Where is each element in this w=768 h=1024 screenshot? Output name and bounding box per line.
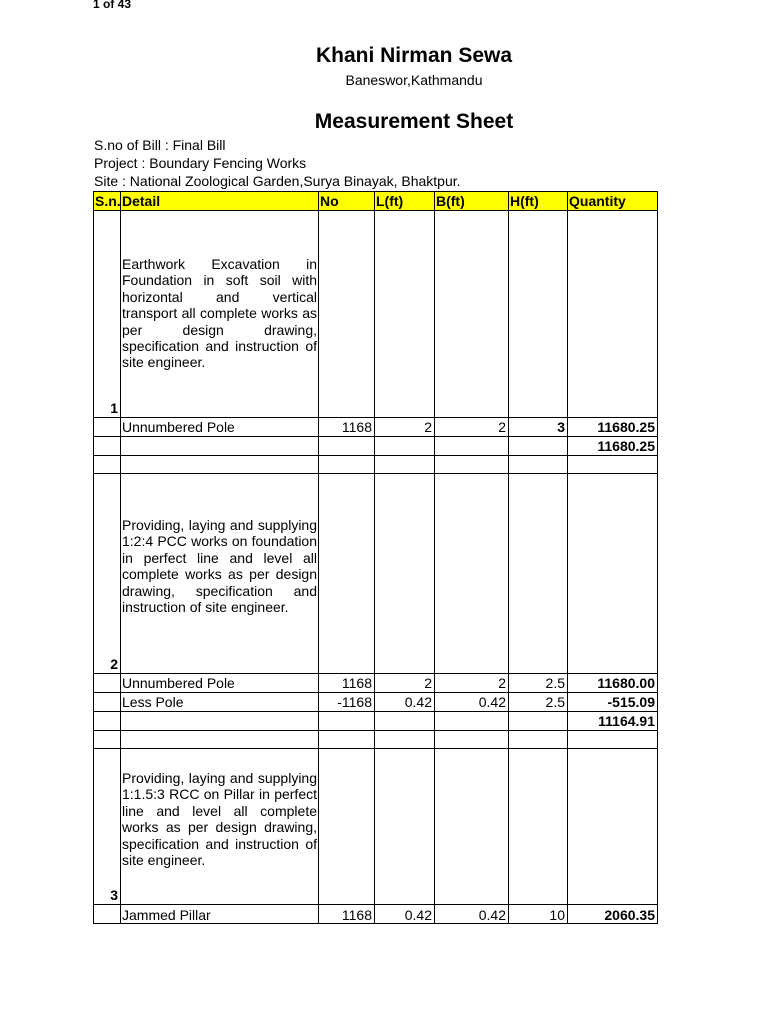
bill-info: S.no of Bill : Final Bill (94, 137, 226, 153)
row-quantity: 11680.25 (597, 419, 655, 435)
header-sn: S.n. (95, 193, 121, 209)
item-total: 11164.91 (598, 713, 655, 729)
item-description: Providing, laying and supplying 1:1.5:3 RCC on Pillar in perfect line and level all complete works as per design drawing, specification and instruction of site engineer. (122, 770, 317, 869)
row-no: 1168 (341, 907, 372, 923)
item-serial-number: 2 (110, 656, 118, 672)
row-breadth: 2 (498, 419, 506, 435)
row-detail: Unnumbered Pole (122, 419, 235, 435)
header-height: H(ft) (510, 193, 539, 209)
row-length: 0.42 (404, 907, 432, 923)
header-breadth: B(ft) (436, 193, 465, 209)
row-detail: Jammed Pillar (122, 907, 211, 923)
row-height: 3 (557, 419, 565, 435)
row-quantity: -515.09 (607, 694, 655, 710)
sheet-title: Measurement Sheet (314, 110, 514, 133)
row-length: 2 (424, 419, 432, 435)
company-address: Baneswor,Kathmandu (345, 72, 483, 88)
item-description: Providing, laying and supplying 1:2:4 PCC works on foundation in perfect line and level all complete works as per design drawing, specification and instruction of site engineer. (122, 517, 317, 616)
item-serial-number: 1 (110, 400, 118, 416)
header-length: L(ft) (376, 193, 404, 209)
row-breadth: 0.42 (478, 694, 506, 710)
project-info: Project : Boundary Fencing Works (94, 155, 307, 171)
row-length: 2 (424, 675, 432, 691)
item-serial-number: 3 (110, 887, 118, 903)
row-length: 0.42 (404, 694, 432, 710)
row-quantity: 2060.35 (604, 907, 655, 923)
row-quantity: 11680.00 (597, 675, 655, 691)
row-detail: Unnumbered Pole (122, 675, 235, 691)
row-breadth: 2 (498, 675, 506, 691)
site-info: Site : National Zoological Garden,Surya Binayak, Bhaktpur. (94, 173, 461, 189)
row-height: 2.5 (545, 675, 565, 691)
row-breadth: 0.42 (478, 907, 506, 923)
company-name: Khani Nirman Sewa (315, 44, 513, 67)
row-no: 1168 (341, 419, 372, 435)
header-detail: Detail (122, 193, 161, 209)
row-height: 2.5 (545, 694, 565, 710)
item-total: 11680.25 (597, 438, 655, 454)
row-no: -1168 (337, 694, 372, 710)
header-quantity: Quantity (569, 193, 626, 209)
header-no: No (320, 193, 339, 209)
row-height: 10 (549, 907, 565, 923)
page-indicator: 1 of 43 (93, 0, 132, 11)
row-no: 1168 (341, 675, 372, 691)
item-description: Earthwork Excavation in Foundation in soft soil with horizontal and vertical transport all complete works as per design drawing, specification and instruction of site engineer. (122, 256, 317, 371)
row-detail: Less Pole (122, 694, 184, 710)
